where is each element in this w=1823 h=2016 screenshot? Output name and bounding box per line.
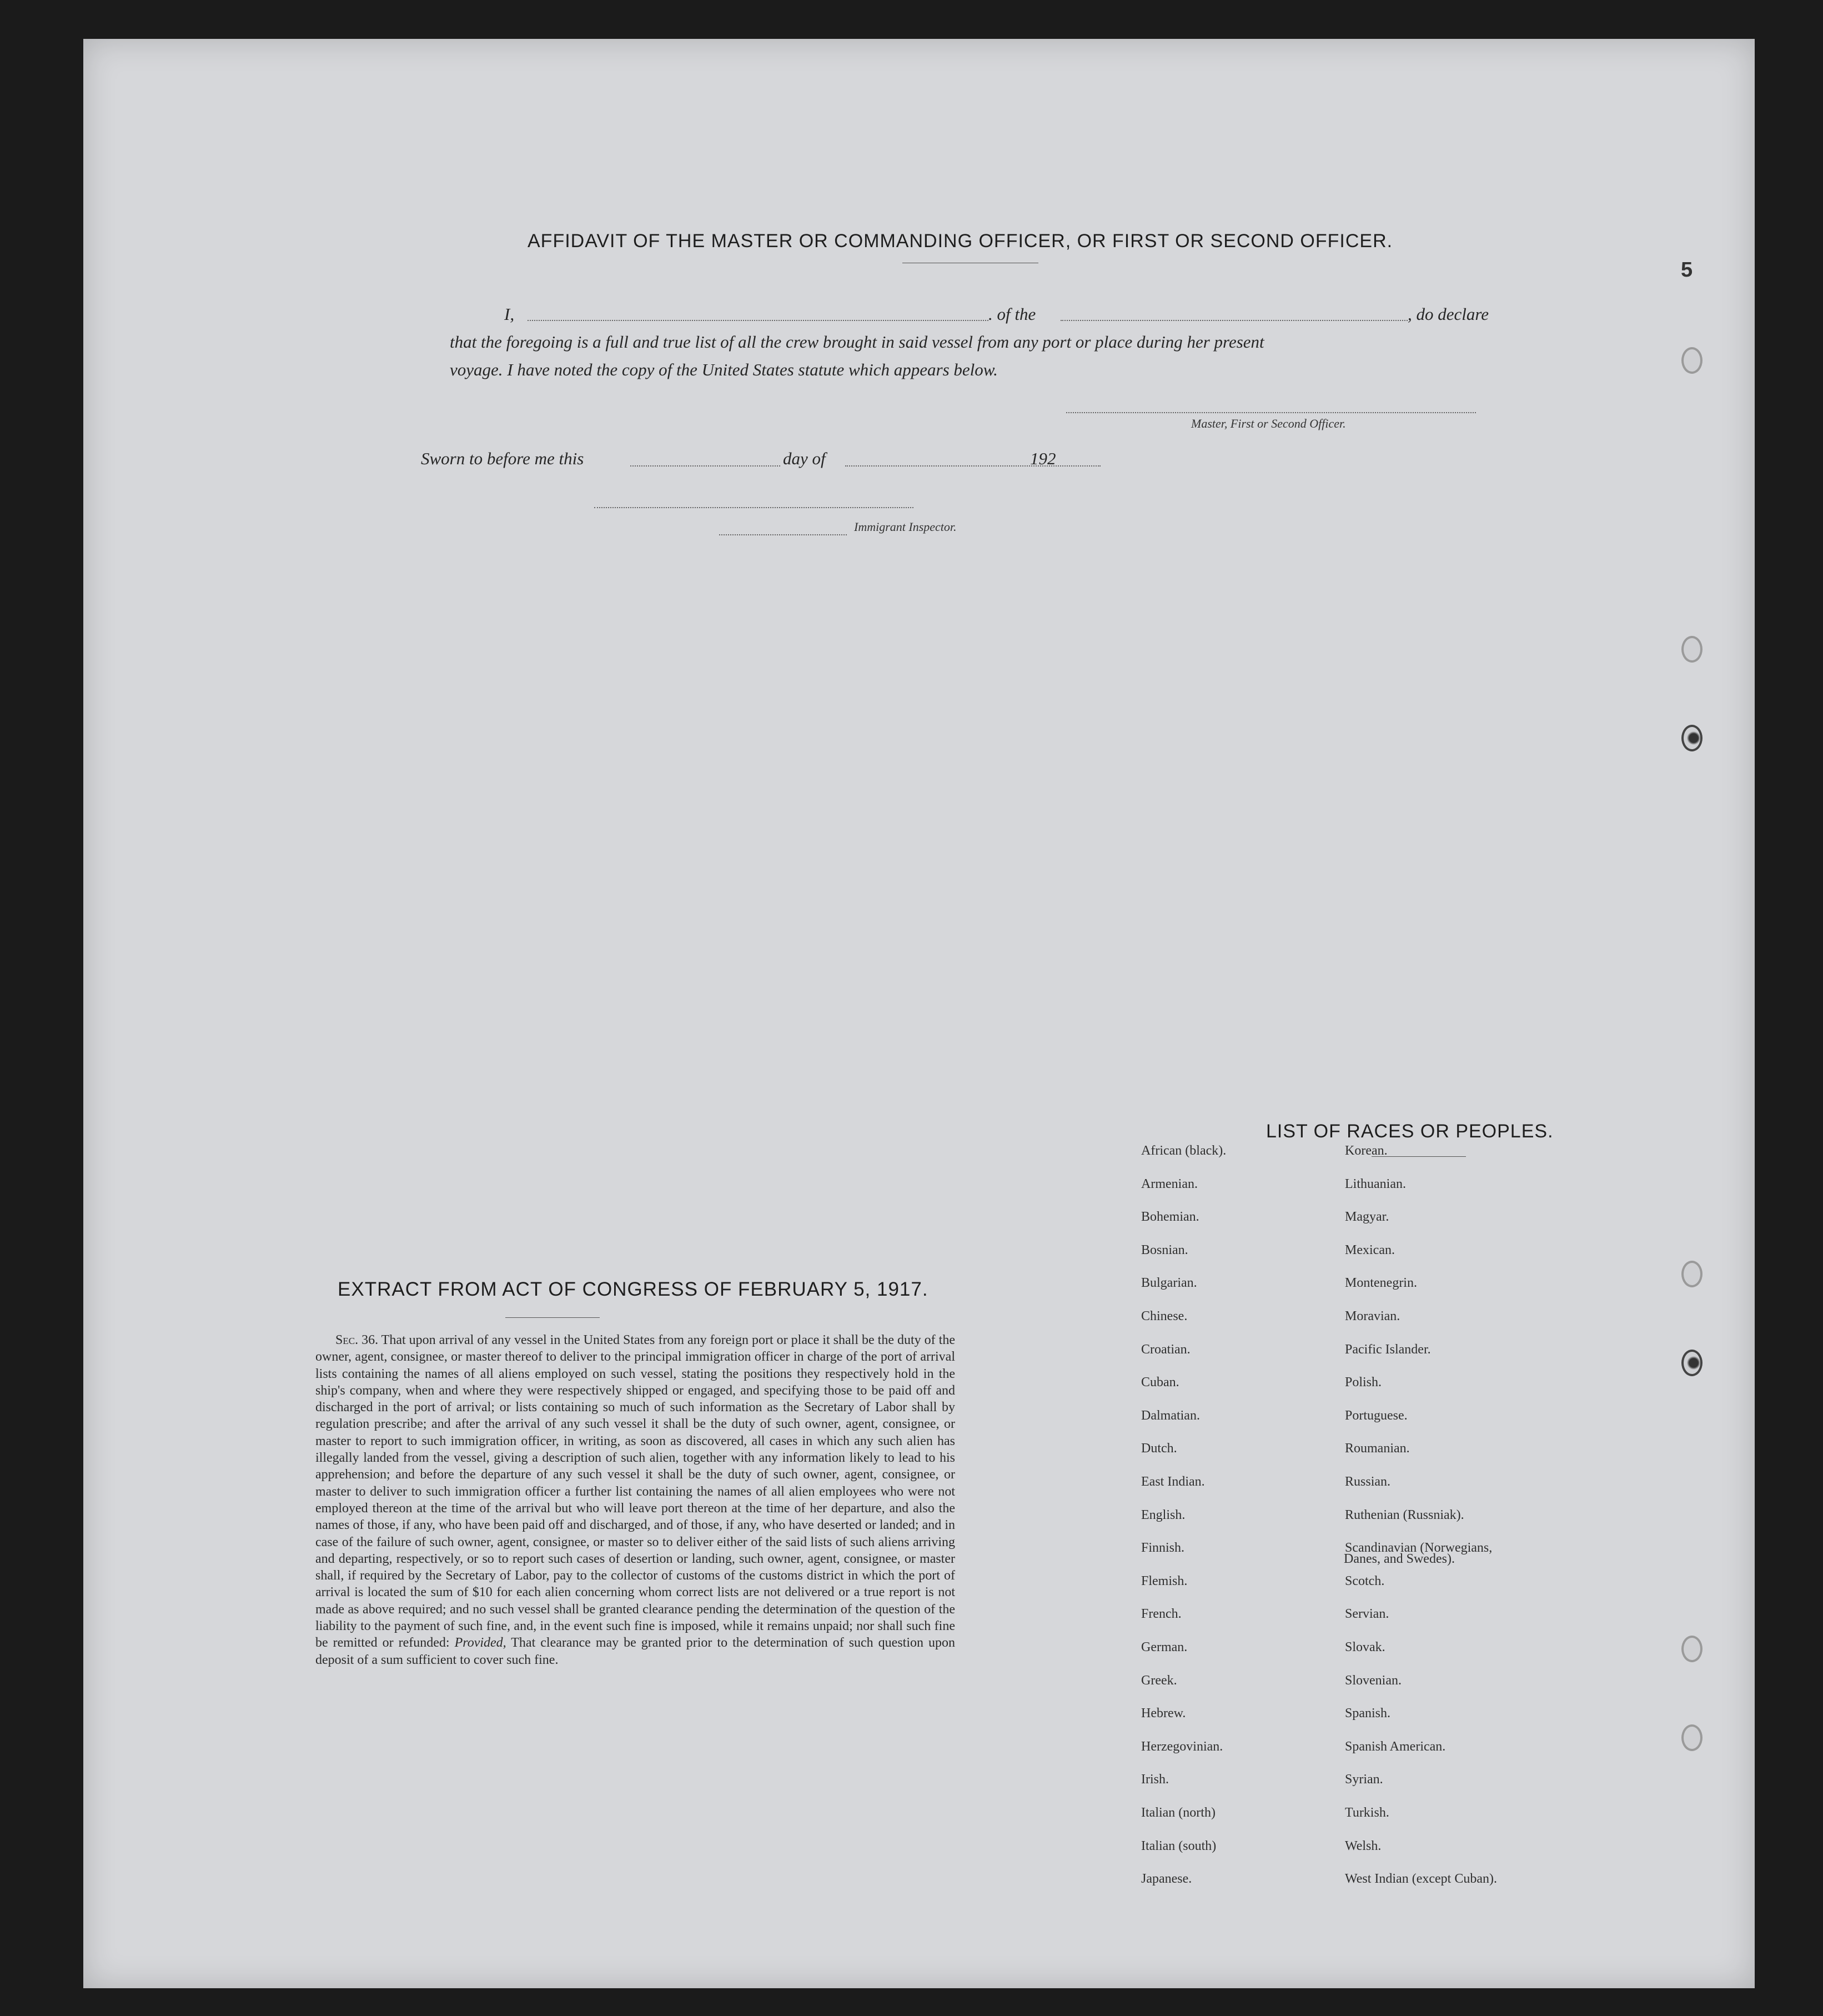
race-item: Mexican. <box>1345 1242 1395 1257</box>
race-item: Russian. <box>1345 1475 1391 1489</box>
race-item: Roumanian. <box>1345 1441 1410 1456</box>
race-item: Italian (north) <box>1141 1806 1216 1820</box>
binder-hole <box>1681 725 1703 751</box>
race-item: Greek. <box>1141 1673 1177 1688</box>
race-item: Scandinavian (Norwegians, <box>1345 1541 1493 1556</box>
race-item: Bulgarian. <box>1141 1276 1197 1291</box>
race-item: Ruthenian (Russniak). <box>1345 1507 1464 1522</box>
inspector-signature-line <box>594 507 913 508</box>
race-item: Spanish. <box>1345 1706 1391 1721</box>
sworn-year: 192 <box>1030 449 1056 468</box>
binder-hole <box>1681 1261 1703 1287</box>
race-item: African (black). <box>1141 1144 1227 1158</box>
race-item: Portuguese. <box>1345 1408 1408 1423</box>
vessel-blank <box>1061 320 1408 321</box>
race-item: Polish. <box>1345 1375 1382 1390</box>
binder-hole <box>1681 1724 1703 1751</box>
race-item: Moravian. <box>1345 1309 1400 1323</box>
race-item: Pacific Islander. <box>1345 1342 1431 1357</box>
race-item: East Indian. <box>1141 1475 1205 1489</box>
race-item: Magyar. <box>1345 1210 1389 1225</box>
inspector-caption: Immigrant Inspector. <box>854 520 957 534</box>
race-item: Dalmatian. <box>1141 1408 1200 1423</box>
binder-hole <box>1681 1636 1703 1662</box>
race-item: Japanese. <box>1141 1872 1192 1887</box>
race-item: Welsh. <box>1345 1838 1382 1853</box>
affidavit-statement: that the foregoing is a full and true list of all the crew brought in said vessel from any port or place during her present <box>450 332 1264 352</box>
race-item: Scotch. <box>1345 1573 1385 1588</box>
race-item: Finnish. <box>1141 1541 1185 1556</box>
document-page <box>83 39 1755 1988</box>
race-item: Armenian. <box>1141 1176 1198 1191</box>
affidavit-i: I, <box>504 304 515 324</box>
race-item: Syrian. <box>1345 1772 1383 1787</box>
binder-hole <box>1681 1350 1703 1376</box>
race-item: Croatian. <box>1141 1342 1191 1357</box>
race-item: Italian (south) <box>1141 1838 1217 1853</box>
affidavit-statement-cont: voyage. I have noted the copy of the United States statute which appears below. <box>450 360 998 379</box>
race-item: German. <box>1141 1640 1188 1654</box>
statute-text <box>315 1332 955 1668</box>
margin-number: 5 <box>1681 258 1693 282</box>
races-title: LIST OF RACES OR PEOPLES. <box>1266 1121 1554 1142</box>
race-item: Dutch. <box>1141 1441 1177 1456</box>
race-item: Spanish American. <box>1345 1739 1446 1754</box>
race-item: Lithuanian. <box>1345 1176 1406 1191</box>
race-item: Flemish. <box>1141 1573 1188 1588</box>
affidavit-do-declare: , do declare <box>1408 304 1489 324</box>
name-blank <box>528 320 988 321</box>
race-item: French. <box>1141 1607 1182 1622</box>
affidavit-of-the: . of the <box>988 304 1036 324</box>
race-item: Herzegovinian. <box>1141 1739 1223 1754</box>
section-text: 36. That upon arrival of any vessel in the United States from any foreign port or place it shall be the duty of the owner, agent, consignee, or master thereof to deliver to the principal immigration officer in charge of the port of arrival lists containing the names of all aliens employed on such vessel, stating the positions they respectively hold in the ship's company, when and where they were respectively shipped or engaged, and specifying those to be paid off and discharged in the port of arrival; or lists containing so much of such information as the Secretary of Labor shall by regulation prescribe; and after the arrival of any such vessel it shall be the duty of such owner, agent, consignee, or master to report to such immigration officer, in writing, as soon as discovered, all cases in which any such alien has illegally landed from the vessel, giving a description of such alien, together with any information likely to lead to his apprehension; and before the departure of any such vessel it shall be the duty of such owner, agent, consignee, or master to deliver to such immigration officer a further list containing the names of all alien employees who were not employed thereon at the time of the arrival but who will leave port thereon at the time of her departure, and also the names of those, if any, who have been paid off and discharged, and of those, if any, who have deserted or landed; and in case of the failure of such owner, agent, consignee, or master so to deliver either of the said lists of such aliens arriving and departing, respectively, or so to report such cases of desertion or landing, such owner, agent, consignee, or master shall, if required by the Secretary of Labor, pay to the collector of customs of the customs district in which the port of arrival is located the sum of $10 for each alien concerning whom correct lists are not delivered or a true report is not made as above required; and no such vessel shall be granted clearance pending the determination of the question of the liability to the payment of such fine, and, in the event such fine is imposed, while it remains unpaid; nor shall such fine be remitted or refunded: <box>315 1333 956 1651</box>
month-blank <box>845 465 1101 467</box>
provided-label: Provided, <box>454 1636 506 1651</box>
race-item: Cuban. <box>1141 1375 1179 1390</box>
officer-signature-line <box>1066 412 1476 413</box>
officer-signature-caption: Master, First or Second Officer. <box>1191 417 1346 430</box>
inspector-name-line <box>719 534 847 535</box>
sworn-prefix: Sworn to before me this <box>421 449 584 468</box>
race-item: Turkish. <box>1345 1806 1389 1820</box>
race-item: Slovenian. <box>1345 1673 1402 1688</box>
race-scandinavian-cont: Danes, and Swedes). <box>1344 1552 1455 1566</box>
race-item: Chinese. <box>1141 1309 1188 1323</box>
race-item: English. <box>1141 1507 1186 1522</box>
extract-underline <box>505 1317 600 1318</box>
sworn-day-of: day of <box>783 449 826 468</box>
binder-hole <box>1681 636 1703 663</box>
affidavit-title: AFFIDAVIT OF THE MASTER OR COMMANDING OFFICER, OR FIRST OR SECOND OFFICER. <box>528 230 1393 252</box>
binder-hole <box>1681 347 1703 374</box>
race-item: Hebrew. <box>1141 1706 1186 1721</box>
day-blank <box>630 465 780 467</box>
race-item: Montenegrin. <box>1345 1276 1417 1291</box>
section-label: Sec. <box>335 1333 359 1347</box>
race-item: Bosnian. <box>1141 1242 1188 1257</box>
race-item: Korean. <box>1345 1144 1388 1158</box>
race-item: Slovak. <box>1345 1640 1385 1654</box>
race-item: West Indian (except Cuban). <box>1345 1872 1497 1887</box>
race-item: Bohemian. <box>1141 1210 1199 1225</box>
provided-text: That clearance may be granted prior to the determination of such question upon deposit of a sum sufficient to cover such fine. <box>315 1636 956 1667</box>
race-item: Servian. <box>1345 1607 1389 1622</box>
extract-title: EXTRACT FROM ACT OF CONGRESS OF FEBRUARY 5, 1917. <box>338 1278 928 1300</box>
race-item: Irish. <box>1141 1772 1169 1787</box>
